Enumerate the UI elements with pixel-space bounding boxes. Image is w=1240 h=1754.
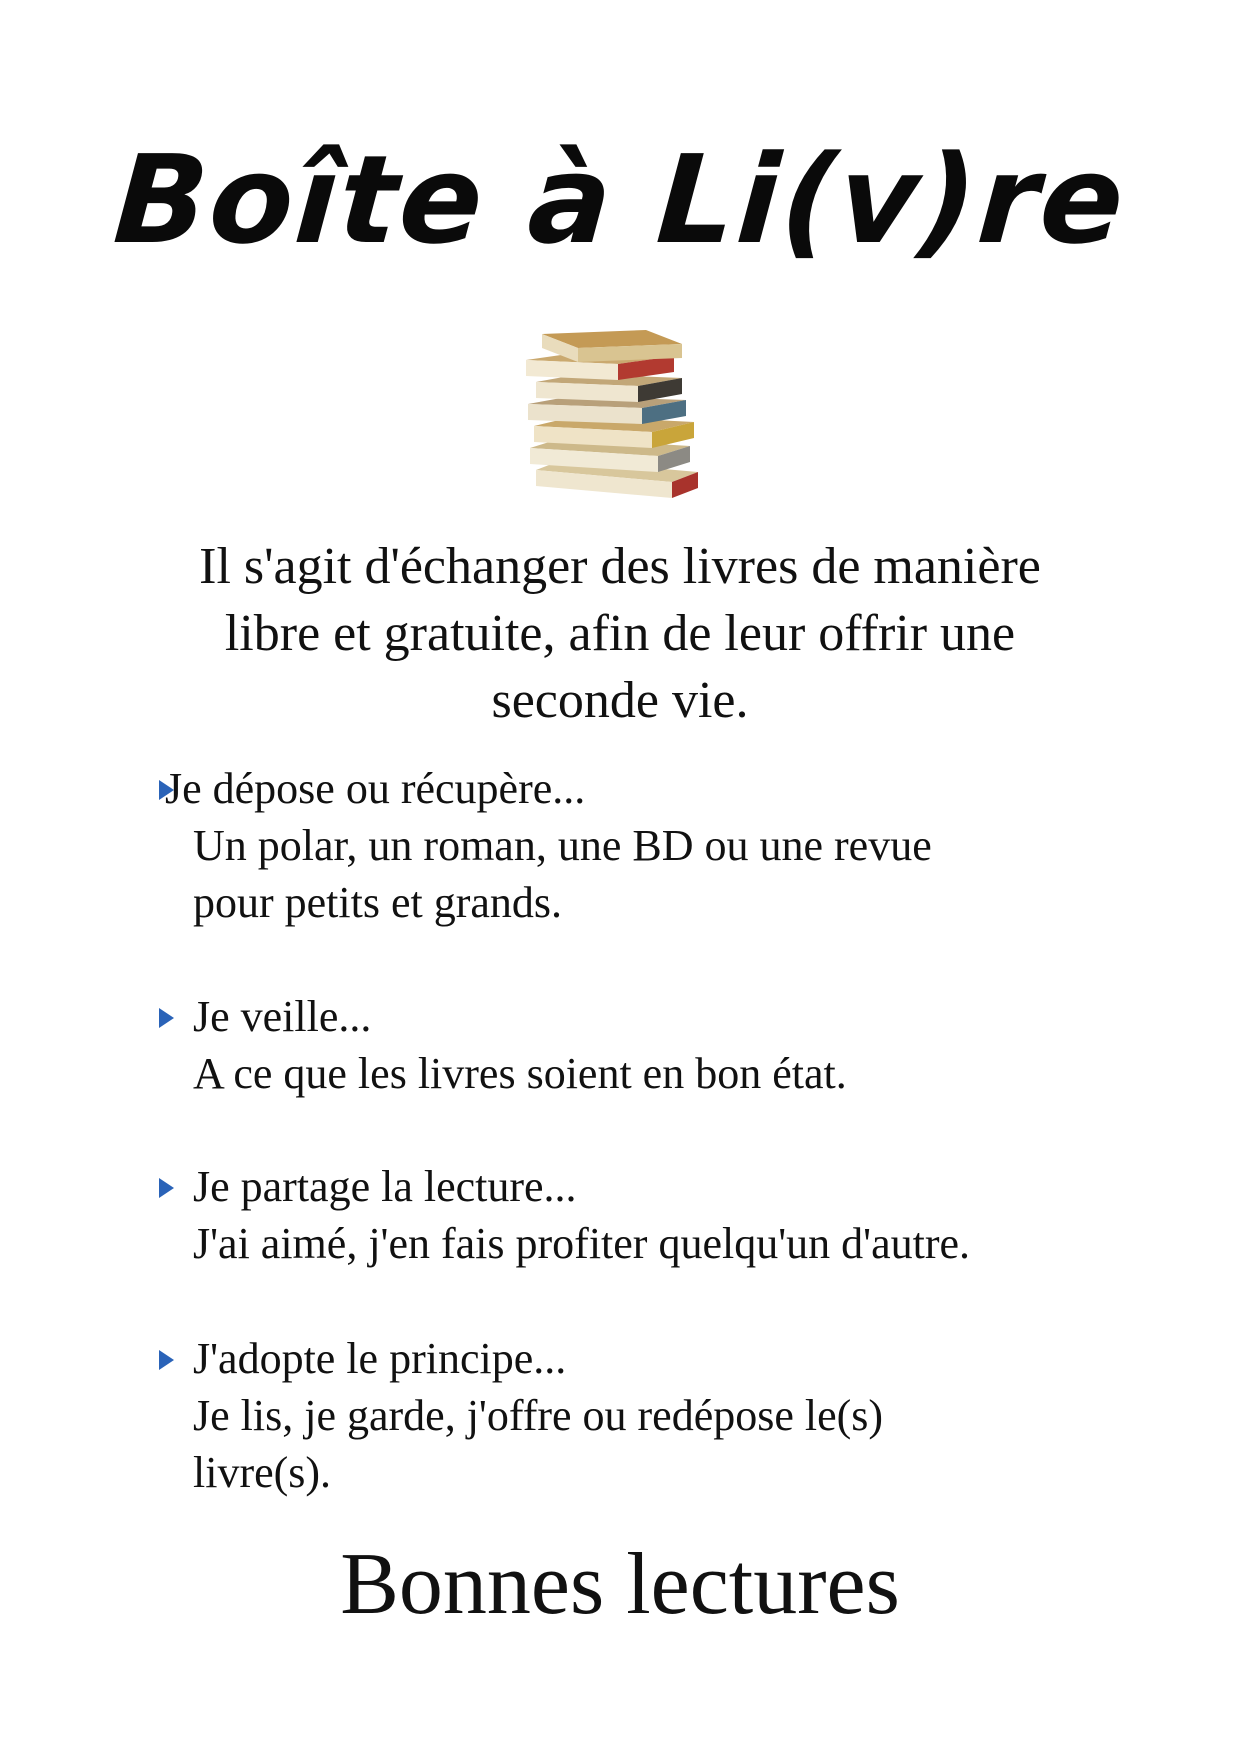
item-text: A ce que les livres soient en bon état. (193, 1049, 847, 1098)
item-heading: Je veille... (193, 992, 372, 1041)
list-item (155, 1158, 1105, 1272)
list-item (155, 988, 1105, 1102)
intro-line: Il s'agit d'échanger des livres de manière (199, 538, 1041, 595)
intro-line: libre et gratuite, afin de leur offrir une (224, 605, 1016, 662)
intro-line: seconde vie. (491, 672, 749, 729)
item-text: J'ai aimé, j'en fais profiter quelqu'un d'autre. (193, 1219, 971, 1268)
bullet-triangle-icon (159, 1178, 174, 1198)
bullet-triangle-icon (159, 780, 174, 800)
item-heading: J'adopte le principe... (193, 1334, 567, 1383)
list-item (155, 1330, 1105, 1501)
item-text: Je lis, je garde, j'offre ou redépose le(s) (193, 1391, 884, 1440)
item-heading: Je dépose ou récupère... (165, 764, 586, 813)
closing-text: Bonnes lectures (340, 1536, 900, 1633)
page-title: Boîte à Li(v)re (109, 129, 1131, 271)
item-text: pour petits et grands. (193, 878, 563, 927)
item-text: Un polar, un roman, une BD ou une revue (193, 821, 932, 870)
list-item (155, 760, 1105, 931)
bullet-triangle-icon (159, 1350, 174, 1370)
item-heading: Je partage la lecture... (193, 1162, 577, 1211)
bullet-triangle-icon (159, 1008, 174, 1028)
item-text: livre(s). (193, 1448, 332, 1497)
